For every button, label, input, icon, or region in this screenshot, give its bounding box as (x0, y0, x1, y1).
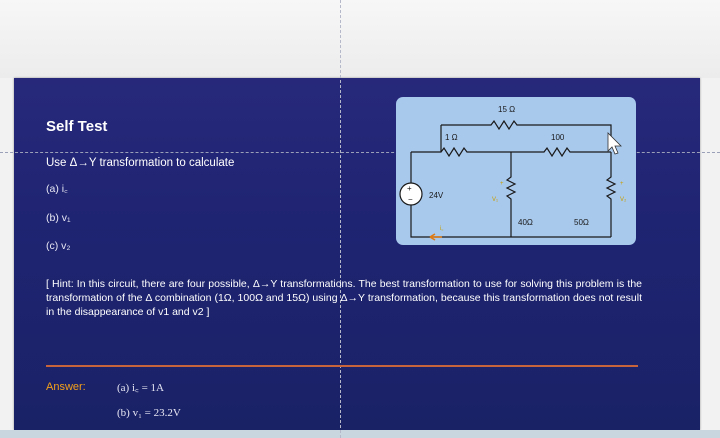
label-v2: V₂ (620, 197, 627, 203)
window-top-area (0, 0, 720, 78)
guide-line-vertical (340, 0, 341, 438)
label-v1: V₁ (492, 197, 499, 203)
hint-text: [ Hint: In this circuit, there are four possible, Δ→Y transformations. The best transformation to use for solving this problem is the transformation of the Δ combination (1Ω, 100Ω and 15Ω) using Δ→Y transformation, because this transformation does not result in the disappearance of v1 and v2 ] (46, 278, 642, 318)
resistor-50ohm (607, 152, 615, 237)
v2-plus: + (620, 181, 624, 187)
answer-a: (a) i꜀ = 1A (117, 382, 164, 394)
resistor-40ohm (507, 152, 515, 237)
answer-b: (b) v₁ = 23.2V (117, 407, 181, 419)
label-24v: 24V (429, 191, 444, 200)
answer-label: Answer: (46, 381, 86, 393)
label-50ohm: 50Ω (574, 218, 589, 227)
answer-divider (46, 365, 638, 367)
slide-bottom-strip (0, 430, 720, 438)
resistor-15ohm (441, 121, 611, 142)
question-a: (a) i꜀ (46, 183, 68, 195)
v1-plus: + (500, 181, 504, 187)
label-15ohm: 15 Ω (498, 105, 516, 114)
question-b: (b) v₁ (46, 212, 71, 224)
current-arrow-icon (430, 234, 442, 240)
plus-sign: + (407, 184, 412, 193)
label-1ohm: 1 Ω (445, 133, 458, 142)
slide-title: Self Test (46, 118, 108, 135)
label-current: i꜀ (440, 226, 444, 232)
circuit-diagram (396, 97, 636, 245)
slide-subtitle: Use Δ→Y transformation to calculate (46, 157, 235, 169)
label-100ohm: 100 (551, 133, 565, 142)
circuit-svg (396, 97, 636, 245)
question-c: (c) v₂ (46, 240, 71, 252)
label-40ohm: 40Ω (518, 218, 533, 227)
mouse-cursor-icon (608, 133, 621, 154)
minus-sign: − (408, 195, 413, 204)
